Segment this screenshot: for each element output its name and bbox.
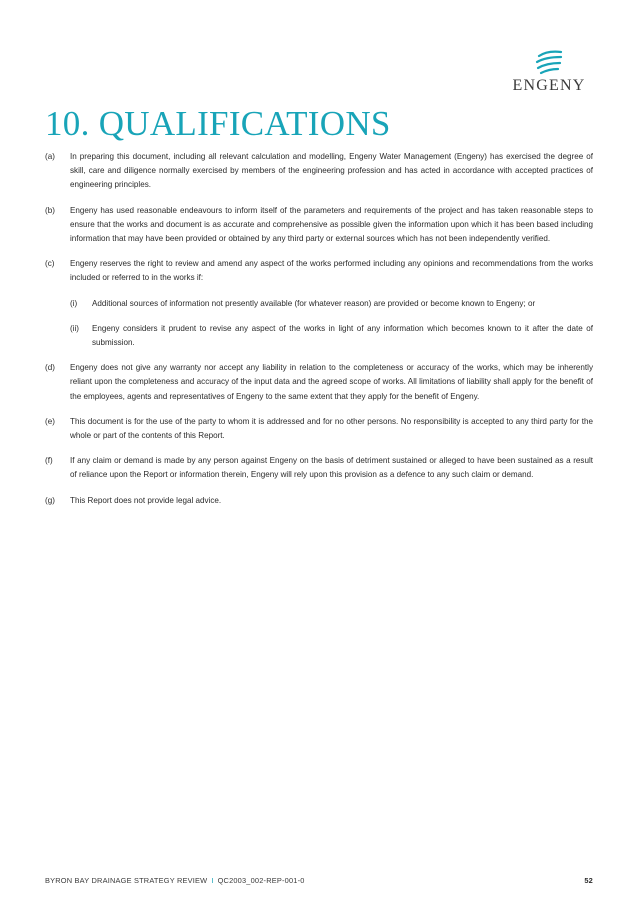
list-item	[45, 257, 593, 350]
item-label: (g)	[45, 495, 55, 505]
item-label: (a)	[45, 152, 55, 161]
list-item	[45, 494, 593, 508]
sub-item-label: (i)	[70, 298, 78, 308]
item-label: (d)	[45, 363, 55, 373]
list-item	[45, 361, 593, 404]
logo-wordmark: ENGENY	[512, 77, 586, 94]
sub-list-item	[70, 297, 593, 311]
page-footer	[45, 876, 593, 890]
item-text: This Report does not provide legal advice.	[70, 495, 222, 505]
sub-item-label: (ii)	[70, 323, 79, 333]
footer-title: BYRON BAY DRAINAGE STRATEGY REVIEW	[45, 876, 208, 885]
item-label: (f)	[45, 456, 53, 466]
footer-separator: I	[211, 876, 214, 885]
item-text: Engeny does not give any warranty nor accept any liability in relation to the completeness or accuracy of the works, which may be inherently reliant upon the completeness and accuracy of the input data and the agreed scope of works. All limitations of liability shall apply for the benefit of the employees, agents and representatives of Engeny to the same extent that they apply for the benefit of Engeny.	[70, 363, 593, 401]
sub-item-text: Engeny considers it prudent to revise any aspect of the works in light of any information which becomes known to it after the date of submission.	[92, 323, 593, 348]
list-item	[45, 454, 593, 482]
item-label: (e)	[45, 416, 55, 426]
page-number: 52	[584, 876, 593, 885]
item-label: (c)	[45, 259, 55, 269]
sub-item-text: Additional sources of information not presently available (for whatever reason) are provided or become known to Engeny; or	[92, 298, 536, 308]
list-item	[45, 150, 593, 193]
sub-list-item	[70, 322, 593, 350]
item-text: Engeny reserves the right to review and amend any aspect of the works performed including any opinions and recommendations from the works included or referred to in the works if:	[70, 259, 593, 283]
wave-logo-icon	[535, 50, 565, 76]
item-text: If any claim or demand is made by any person against Engeny on the basis of detriment sustained or alleged to have been sustained as a result of reliance upon the Report or information therein, Engeny will rely upon this provision as a defence to any such claim or demand.	[70, 456, 593, 480]
page-title: 10. QUALIFICATIONS	[45, 104, 391, 143]
list-item	[45, 415, 593, 443]
item-text: This document is for the use of the party to whom it is addressed and for no other persons. No responsibility is accepted to any third party for the whole or part of the contents of this Report.	[70, 416, 593, 441]
item-text: Engeny has used reasonable endeavours to inform itself of the parameters and requirements of the project and has taken reasonable steps to ensure that the works and document is as accurate and comprehensive as possible given the information upon which it has been based including information that may have been provided or obtained by any third party or external sources which has not been independently verified.	[70, 205, 593, 244]
qualifications-list	[45, 150, 593, 519]
item-label: (b)	[45, 205, 55, 215]
item-text: In preparing this document, including all relevant calculation and modelling, Engeny Water Management (Engeny) has exercised the degree of skill, care and diligence normally exercised by members of the engineering profession and has acted in accordance with accepted practices of engineering principles.	[70, 152, 593, 190]
footer-document-code: QC2003_002-REP-001-0	[217, 876, 305, 885]
list-item	[45, 204, 593, 247]
engeny-logo	[505, 50, 595, 100]
